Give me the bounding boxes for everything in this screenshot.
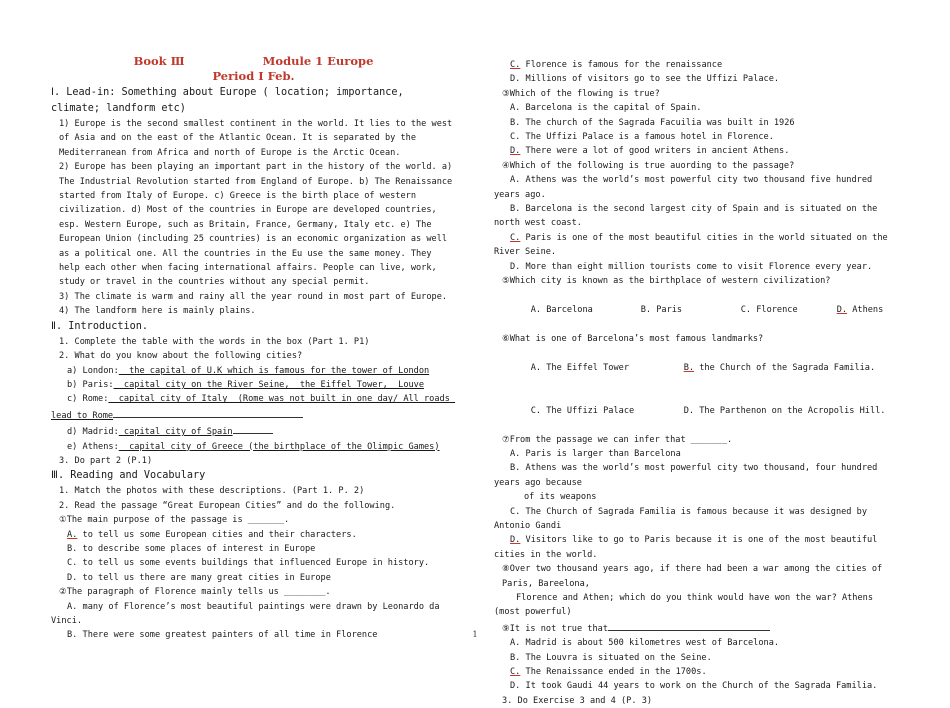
option: B. Athens was the world’s most powerful city two thousand, four hundred years ago because [494, 463, 883, 488]
option: C. The Uffizi Palace [530, 405, 635, 416]
list-item: 3. Do part 2 (P.1) [59, 455, 153, 466]
city-answer-london: a) London: the capital of U.K which is famous for the tower of London [67, 365, 430, 376]
module-label: Module 1 Europe [262, 54, 374, 68]
question-8-answer: Florence and Athen; which do you think would have won the war? Athens (most powerful) [494, 593, 879, 618]
question-5-stem: ⑤Which city is known as the birthplace of western civilization? [502, 276, 831, 287]
list-item: 1. Match the photos with these descriptions. (Part 1. P. 2) [59, 486, 365, 497]
option-correct: C. Florence is famous for the renaissance [510, 60, 723, 70]
options-row [494, 389, 899, 432]
list-item: 2. Read the passage “Great European Cities” and do the following. [59, 500, 396, 511]
list-item: 2. What do you know about the following cities? [59, 351, 303, 362]
answer-text: the capital of U.K which is famous for the tower of London [118, 365, 430, 376]
option: A. Paris is larger than Barcelona [510, 448, 681, 459]
answer-text: capital city of Greece (the birthplace of the Olimpic Games) [118, 441, 440, 452]
option: C. Florence [740, 304, 798, 315]
option: B. The church of the Sagrada Facuilia was built in 1926 [510, 117, 795, 128]
option: A. Madrid is about 500 kilometres west of Barcelona. [510, 638, 780, 649]
list-item: 1. Complete the table with the words in the box (Part 1. P1) [59, 336, 370, 347]
question-6-stem: ⑥What is one of Barcelona’s most famous landmarks? [502, 333, 764, 344]
question-8-stem: ⑧Over two thousand years ago, if there had been a war among the cities of Paris, Bareelona, [502, 564, 888, 589]
answer-text: capital city on the River Seine, the Eiffel Tower, Louve [113, 379, 425, 390]
option: B. Paris [640, 304, 683, 315]
option: C. The Church of Sagrada Familia is famous because it was designed by Antonio Gandi [494, 506, 873, 531]
option-continued: of its weapons [524, 492, 597, 503]
section-3-heading: Ⅲ. Reading and Vocabulary [51, 470, 206, 482]
option: D. Millions of visitors go to see the Uffizi Palace. [510, 74, 780, 85]
city-answer-madrid: d) Madrid: capital city of Spain [51, 423, 456, 439]
city-answer-paris: b) Paris: capital city on the River Seine, the Eiffel Tower, Louve [67, 379, 425, 390]
paragraph: 1) Europe is the second smallest continent in the world. It lies to the west of Asia and on the east of the Atlantic Ocean. It is separated by the Mediterranean from Africa and north of Europe is the Arctic Ocean. [59, 119, 458, 158]
period-title: Period Ⅰ Feb. [212, 69, 295, 83]
option: D. More than eight million tourists come to visit Florence every year. [510, 261, 873, 272]
right-column [494, 58, 899, 708]
option: A. Athens was the world’s most powerful city two thousand five hundred years ago. [494, 175, 878, 200]
option-correct: A. to tell us some European cities and their characters. [67, 529, 357, 540]
option-correct: D. There were a lot of good writers in ancient Athens. [510, 146, 790, 157]
options-row [494, 289, 899, 332]
option-correct: D. Visitors like to go to Paris because it is one of the most beautiful cities in the world. [494, 535, 883, 560]
answer-text: capital city of Spain [118, 427, 233, 438]
option: B. There were some greatest painters of all time in Florence [67, 630, 378, 641]
option: D. The Parthenon on the Acropolis Hill. [683, 405, 886, 416]
question-7-stem: ⑦From the passage we can infer that _______. [502, 434, 733, 445]
answer-text: capital city of Italy (Rome was not built in one day/ All roads lead to Rome [51, 394, 456, 421]
option-correct: C. The Renaissance ended in the 1700s. [510, 667, 707, 678]
left-column [51, 54, 456, 643]
question-2-stem: ②The paragraph of Florence mainly tells us ________. [59, 587, 331, 598]
city-answer-rome: c) Rome: capital city of Italy (Rome was not built in one day/ All roads lead to Rome [51, 394, 456, 421]
option: D. to tell us there are many great cities in Europe [67, 572, 331, 583]
paragraph: 3) The climate is warm and rainy all the year round in most part of Europe. [59, 291, 448, 302]
question-4-stem: ④Which of the following is true auording to the passage? [502, 160, 795, 171]
option: A. Barcelona is the capital of Spain. [510, 103, 702, 114]
question-1-stem: ①The main purpose of the passage is _______. [59, 515, 290, 526]
book-module-title [51, 54, 456, 68]
city-answer-athens: e) Athens: capital city of Greece (the birthplace of the Olimpic Games) [67, 441, 440, 452]
option-correct: D. Athens [836, 304, 884, 315]
option: B. Barcelona is the second largest city of Spain and is situated on the north west coast. [494, 204, 883, 229]
section-2-heading: Ⅱ. Introduction. [51, 320, 149, 332]
question-3-stem: ③Which of the flowing is true? [502, 88, 660, 99]
option-correct: B. the Church of the Sagrada Familia. [683, 362, 876, 373]
option-correct: C. Paris is one of the most beautiful cities in the world situated on the River Seine. [494, 232, 893, 258]
paragraph: 2) Europe has been playing an important part in the history of the world. a) The Industrial Revolution started from England of Europe. b) The Renaissance started from Italy of Europe. c) Greece is the birth place of western civilization. d) Most of the countries in Europe are developed countries, esp. Western Europe, such as Britain, France, Germany, Italy etc. e) The European Union (including 25 countries) is an economic organization as well as a political one. All the countries in the Eu use the same money. They help each other when facing international affairs. People can live, work, study or travel in the countries without any special permit. [59, 162, 458, 288]
section-1-heading: Ⅰ. Lead-in: Something about Europe ( location; importance, climate; landform etc) [51, 87, 410, 114]
options-row [494, 346, 899, 389]
question-9-stem: ⑨It is not true that [494, 620, 899, 636]
option: C. to tell us some events buildings that influenced Europe in history. [67, 558, 430, 569]
option: A. Barcelona [530, 304, 593, 315]
option: B. to describe some places of interest in Europe [67, 543, 316, 554]
paragraph: 4) The landform here is mainly plains. [59, 306, 256, 317]
list-item: 3. Do Exercise 3 and 4 (P. 3) [502, 695, 653, 706]
option: D. It took Gaudi 44 years to work on the Church of the Sagrada Familia. [510, 681, 878, 692]
page-number: 1 [472, 630, 478, 639]
option: C. The Uffizi Palace is a famous hotel in Florence. [510, 132, 774, 143]
book-label: Book Ⅲ [133, 54, 185, 68]
option: B. The Louvra is situated on the Seine. [510, 652, 712, 663]
option: A. many of Florence’s most beautiful paintings were drawn by Leonardo da Vinci. [51, 601, 445, 626]
option: A. The Eiffel Tower [530, 362, 630, 373]
